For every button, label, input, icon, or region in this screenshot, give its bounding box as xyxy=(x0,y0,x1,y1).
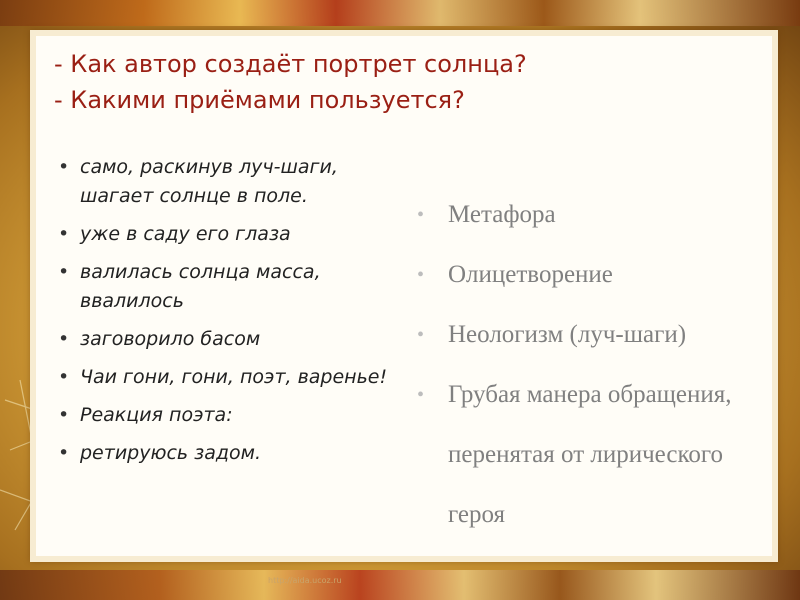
technique-text: Грубая манера обращения, перенятая от лирического героя xyxy=(448,381,732,528)
bullet-icon: • xyxy=(58,156,70,178)
bullet-icon: • xyxy=(58,442,70,464)
technique-text: Олицетворение xyxy=(448,261,613,288)
quote-item xyxy=(54,258,394,316)
technique-item xyxy=(411,305,756,365)
quote-item xyxy=(54,439,394,468)
technique-item xyxy=(411,185,756,245)
bullet-icon: • xyxy=(58,261,70,283)
bullet-icon: • xyxy=(58,328,70,350)
quotes-list xyxy=(54,153,394,477)
quote-text: уже в саду его глаза xyxy=(80,223,291,245)
slide-title xyxy=(54,46,764,118)
bullet-icon: • xyxy=(58,223,70,245)
decorative-top-strip xyxy=(0,0,800,26)
bullet-icon: • xyxy=(417,204,425,226)
technique-text: Неологизм (луч-шаги) xyxy=(448,321,687,348)
technique-text: Метафора xyxy=(448,201,556,228)
quote-item xyxy=(54,401,394,430)
title-line-1: - Как автор создаёт портрет солнца? xyxy=(54,50,527,78)
quote-text: заговорило басом xyxy=(80,328,261,350)
quote-item xyxy=(54,153,394,211)
quote-item xyxy=(54,220,394,249)
decorative-bottom-strip xyxy=(0,570,800,600)
technique-item xyxy=(411,245,756,305)
quote-item xyxy=(54,363,394,392)
title-line-2: - Какими приёмами пользуется? xyxy=(54,86,465,114)
quote-item xyxy=(54,325,394,354)
quote-text: Чаи гони, гони, поэт, варенье! xyxy=(80,366,388,388)
technique-item xyxy=(411,365,756,545)
bullet-icon: • xyxy=(417,384,425,406)
watermark-url: http://aida.ucoz.ru xyxy=(268,576,342,585)
bullet-icon: • xyxy=(417,264,425,286)
techniques-list xyxy=(411,185,756,545)
quote-text: ретируюсь задом. xyxy=(80,442,262,464)
quote-text: валилась солнца масса, ввалилось xyxy=(80,261,321,312)
slide-panel xyxy=(30,30,778,562)
bullet-icon: • xyxy=(58,404,70,426)
bullet-icon: • xyxy=(417,324,425,346)
quote-text: Реакция поэта: xyxy=(80,404,233,426)
quote-text: само, раскинув луч-шаги, шагает солнце в поле. xyxy=(80,156,338,207)
bullet-icon: • xyxy=(58,366,70,388)
